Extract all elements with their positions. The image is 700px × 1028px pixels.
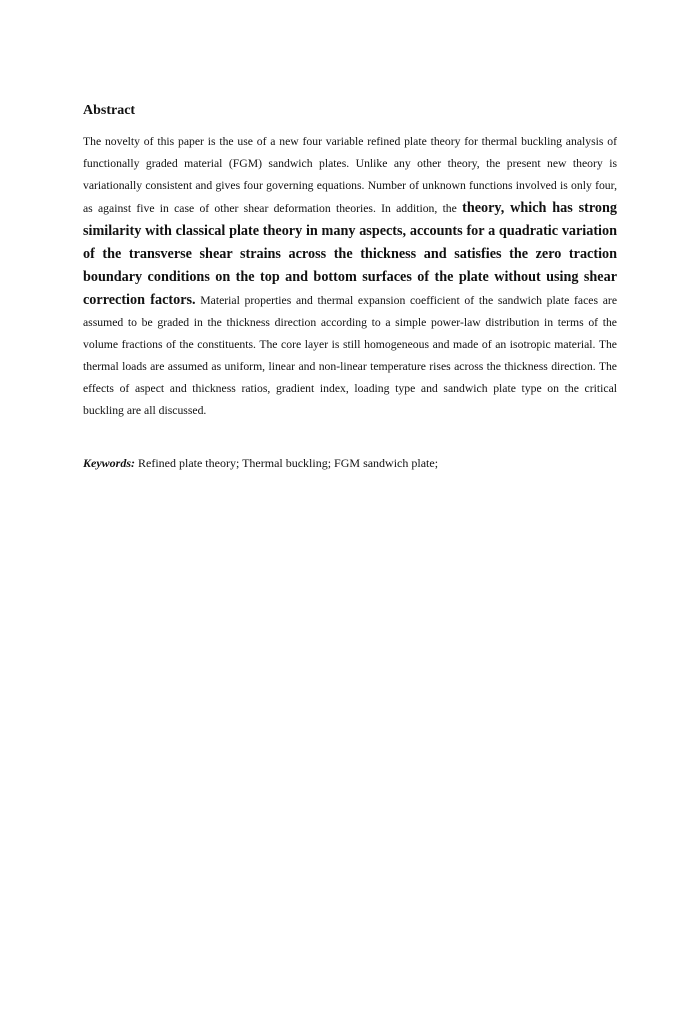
- keywords-label: Keywords:: [83, 456, 135, 470]
- keywords-text: Refined plate theory; Thermal buckling; FGM sandwich plate;: [135, 456, 439, 470]
- keywords-line: [83, 453, 617, 473]
- abstract-heading: Abstract: [83, 103, 136, 118]
- abstract-text-continued: Material properties and thermal expansion coefficient of the sandwich plate faces are assumed to be graded in the thickness direction according to a simple power-law distribution in terms of the volume fractions of the constituents. The core layer is still homogeneous and made of an isotropic material. The thermal loads are assumed as uniform, linear and non-linear temperature rises across the thickness direction. The effects of aspect and thickness ratios, gradient index, loading type and sandwich plate type on the critical buckling are all discussed.: [83, 294, 618, 417]
- abstract-section: [83, 101, 617, 473]
- abstract-paragraph: [83, 131, 617, 422]
- abstract-text-emphasis: theory, which has strong similarity with classical plate theory in many aspects, accounts for a quadratic variation of the transverse shear strains across the thickness and satisfies the zero traction boundary conditions on the top and bottom surfaces of the plate without using shear correction factors.: [83, 200, 617, 308]
- abstract-text-intro: The novelty of this paper is the use of a new four variable refined plate theory for thermal buckling analysis of functionally graded material (FGM) sandwich plates. Unlike any other theory, the present new theory is variationally consistent and gives four governing equations. Number of unknown functions involved is only four, as against five in case of other shear deformation theories. In addition, the: [83, 135, 617, 215]
